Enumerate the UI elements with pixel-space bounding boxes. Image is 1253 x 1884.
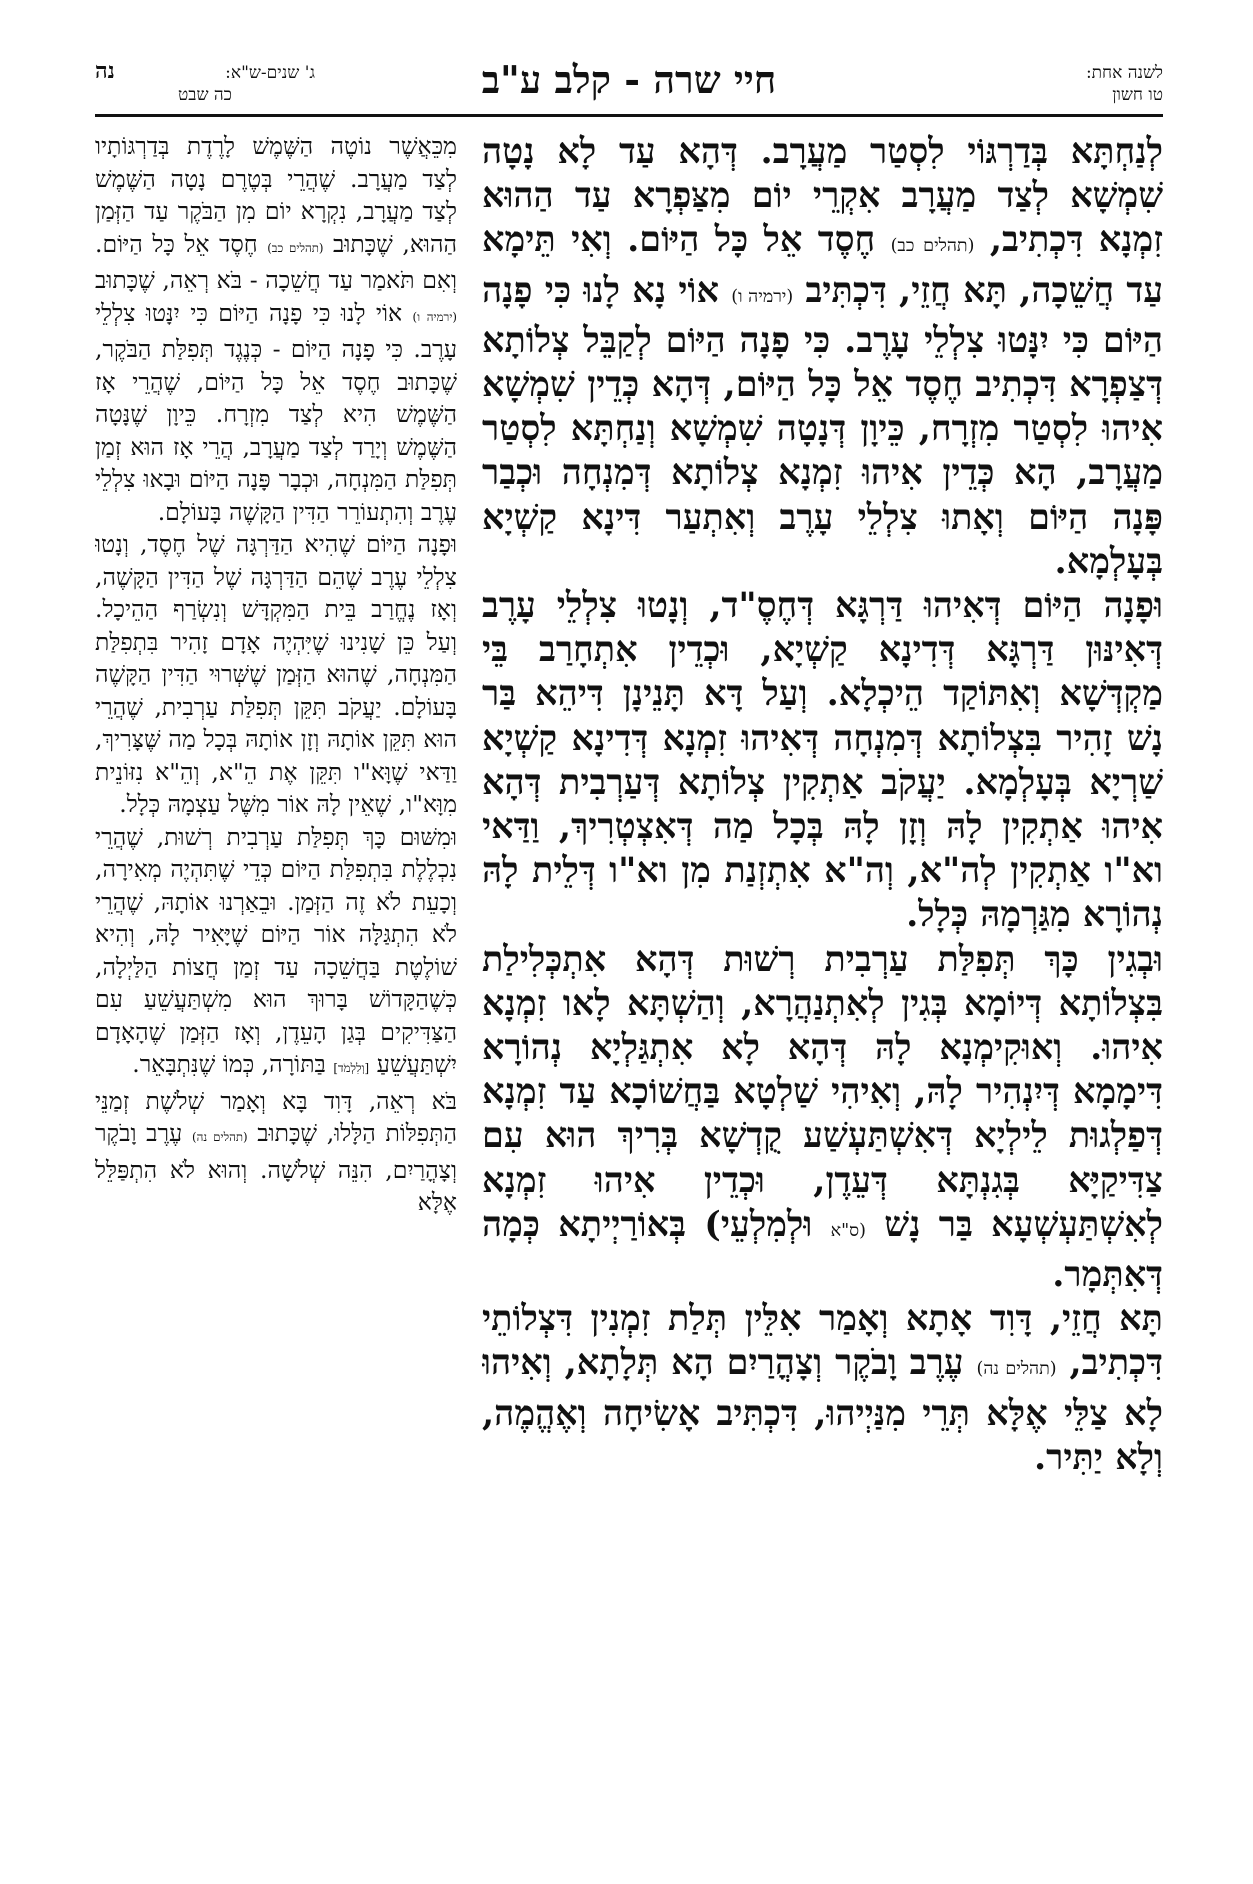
variant-reading-note: (ס"א [830,1220,866,1241]
main-paragraph [482,584,1163,938]
main-text-segment: וּלְמִלְעֵי) בְּאוֹרַיְיתָא כְּמָה דְּאִתְּמָר. [482,1203,1163,1296]
main-paragraph [482,938,1163,1298]
side-text-segment: חֶסֶד אֵל כָּל הַיּוֹם. וְאִם תֹּאמַר עַד חֲשֵׁכָה - בֹּא רְאֵה, שֶׁכָּתוּב [95,229,457,294]
scripture-reference: (תהלים נה) [192,1130,248,1144]
page-title: חיי שרה - קלב ע"ב [481,57,777,102]
side-paragraph [95,821,457,1085]
editorial-addition: [וְלִלְמֹד] [333,1061,370,1075]
side-paragraph [95,528,457,821]
one-year-label: לשנה אחת: [1085,63,1163,83]
main-paragraph [482,130,1163,584]
scripture-reference: (תהלים כב) [267,240,324,255]
scripture-reference: (תהלים כב) [890,236,975,257]
scripture-reference: (ירמיה ו) [412,309,457,324]
study-schedule-three-year [95,60,315,106]
main-text-segment: אוֹי נָא לָנוּ כִּי פָנָה הַיּוֹם כִּי יִנָּטוּ צִלְלֵי עָרֶב. כִּי פָנָה הַיּוֹם לְקַבֵּל צְלוֹתָא דְּצַפְרָא דִּכְתִיב חֶסֶד אֵל כָּל הַיּוֹם, דְּהָא כְּדֵין שִׁמְשָׁא אִיהוּ לִסְטַר מִזְרָח, כֵּיוָן דְּנָטָה שִׁמְשָׁא וְנַחְתָּא לִסְטַר מַעֲרָב, הָא כְּדֵין אִיהוּ זִמְנָא צְלוֹתָא דְּמִנְחָה וּכְבַר פָּנָה הַיּוֹם וְאָתוּ צִלְלֵי עָרֶב וְאִתְעַר דִּינָא קַשְׁיָא בְּעָלְמָא. [482,269,1163,582]
three-year-label: ג' שנים-ש"א: [225,63,315,83]
main-text-segment: עֶרֶב וָבֹקֶר וְצָהֳרַיִם הָא תְּלָתָא, וְאִיהוּ לָא צַלֵּי אֶלָּא תְּרֵי מִנַּיְיהוּ, דִּכְתִּיב אָשִׂיחָה וְאֶהֱמֶה, וְלָא יַתִּיר. [482,1342,1163,1478]
three-year-date: כה שבט [178,85,232,105]
side-text-segment: בַּתּוֹרָה, כְּמוֹ שֶׁנִּתְבָּאֵר. [132,1050,326,1078]
side-text-segment: וּפָנָה הַיּוֹם שֶׁהִיא הַדַּרְגָּה שֶׁל חֶסֶד, וְנָטוּ צִלְלֵי עֶרֶב שֶׁהֵם הַדַּרְגָּה שֶׁל הַדִּין הַקָּשֶׁה, וְאָז נֶחֱרַב בֵּית הַמִּקְדָּשׁ וְנִשְׂרַף הַהֵיכָל. וְעַל כֵּן שָׁנִינוּ שֶׁיִּהְיֶה אָדָם זָהִיר בִּתְפִלַּת הַמִּנְחָה, שֶׁהוּא הַזְּמַן שֶׁשְּׁרוּי הַדִּין הַקָּשֶׁה בָּעוֹלָם. יַעֲקֹב תִּקֵּן תְּפִלַּת עַרְבִית, שֶׁהֲרֵי הוּא תִּקֵּן אוֹתָהּ וְזָן אוֹתָהּ בְּכָל מַה שֶּׁצָּרִיךְ, וַדַּאי שֶׁוָּא"ו תִּקֵּן אֶת הֵ"א, וְהֵ"א נִזּוֹנֵית מִוָּא"ו, שֶׁאֵין לָהּ אוֹר מִשֶּׁל עַצְמָהּ כְּלָל. [95,530,457,818]
side-column-hebrew-translation [95,130,457,1835]
side-text-segment: עֶרֶב וָבֹקֶר וְצָהֳרַיִם, הִנֵּה שְׁלֹשָׁה. וְהוּא לֹא הִתְפַּלֵּל אֶלָּא [95,1119,457,1216]
side-text-segment: אוֹי לָנוּ כִּי פָנָה הַיּוֹם כִּי יִנָּטוּ צִלְלֵי עָרֶב. כִּי פָנָה הַיּוֹם - כְּנֶגֶד תְּפִלַּת הַבֹּקֶר, שֶׁכָּתוּב חֶסֶד אֵל כָּל הַיּוֹם, שֶׁהֲרֵי אָז הַשֶּׁמֶשׁ הִיא לְצַד מִזְרָח. כֵּיוָן שֶׁנָּטָה הַשֶּׁמֶשׁ וְיָרַד לְצַד מַעֲרָב, הֲרֵי אָז הוּא זְמַן תְּפִלַּת הַמִּנְחָה, וּכְבָר פָּנָה הַיּוֹם וּבָאוּ צִלְלֵי עֶרֶב וְהִתְעוֹרֵר הַדִּין הַקָּשֶׁה בָּעוֹלָם. [95,298,457,526]
scripture-reference: (תהלים נה) [976,1359,1057,1380]
side-paragraph [95,1085,457,1219]
side-text-segment: בֹּא רְאֵה, דָּוִד בָּא וְאָמַר שְׁלֹשֶׁת זְמַנֵּי הַתְּפִלּוֹת הַלָּלוּ, שֶׁכָּתוּב [95,1086,457,1147]
header-rule [95,114,1163,117]
one-year-date: טו חשון [1112,85,1163,105]
side-paragraph [95,130,457,528]
side-text-segment: מִכֵּאֲשֶׁר נוֹטֶה הַשֶּׁמֶשׁ לָרֶדֶת בְּדַרְגּוֹתָיו לְצַד מַעֲרָב. שֶׁהֲרֵי בְּטֶרֶם נָטָה הַשֶּׁמֶשׁ לְצַד מַעֲרָב, נִקְרָא יוֹם מִן הַבֹּקֶר עַד הַזְּמַן הַהוּא, שֶׁכָּתוּב [95,132,457,258]
main-text-segment: לְנַחְתָּא בְּדַרְגּוֹי לִסְטַר מַעֲרָב. דְּהָא עַד לָא נָטָה שִׁמְשָׁא לְצַד מַעֲרָב אִקְרֵי יוֹם מִצַּפְרָא עַד הַהוּא זִמְנָא דִּכְתִיב, [482,131,1163,261]
main-text-segment: וּפָנָה הַיּוֹם דְּאִיהוּ דַּרְגָּא דְּחֶסֶ"ד, וְנָטוּ צִלְלֵי עָרֶב דְּאִינּוּן דַּרְגָּא דְּדִינָא קַשְׁיָא, וּכְדֵין אִתְחָרַב בֵּי מַקְדְּשָׁא וְאִתּוֹקַד הֵיכְלָא. וְעַל דָּא תָּנֵינָן דִּיהֵא בַּר נָשׁ זָהִיר בִּצְלוֹתָא דְּמִנְחָה דְּאִיהוּ זִמְנָא דְּדִינָא קַשְׁיָא שַׁרְיָא בְּעָלְמָא. יַעֲקֹב אַתְקִין צְלוֹתָא דְּעַרְבִית דְּהָא אִיהוּ אַתְקִין לָהּ וְזָן לָהּ בְּכָל מַה דְּאִצְטְרִיךְ, וַדַּאי וא"ו אַתְקִין לְה"א, וְה"א אִתְזְנַת מִן וא"ו דְּלֵית לָהּ נְהוֹרָא מִגַּרְמָהּ כְּלָל. [482,585,1163,936]
main-column-aramaic [482,130,1163,1835]
page-header [95,56,1163,114]
side-text-segment: וּמִשּׁוּם כָּךְ תְּפִלַּת עַרְבִית רְשׁוּת, שֶׁהֲרֵי נִכְלֶלֶת בִּתְפִלַּת הַיּוֹם כְּדֵי שֶׁתִּהְיֶה מְאִירָה, וְכָעֵת לֹא זֶה הַזְּמַן. וּבֵאַרְנוּ אוֹתָהּ, שֶׁהֲרֵי לֹא הִתְגַּלָּה אוֹר הַיּוֹם שֶׁיָּאִיר לָהּ, וְהִיא שׁוֹלֶטֶת בַּחֲשֵׁכָה עַד זְמַן חֲצוֹת הַלַּיְלָה, כְּשֶׁהַקָּדוֹשׁ בָּרוּךְ הוּא מִשְׁתַּעֲשֵׁעַ עִם הַצַּדִּיקִים בְּגַן הָעֵדֶן, וְאָז הַזְּמַן שֶׁהָאָדָם יִשְׁתַּעֲשֵׁעַ [95,822,457,1078]
page-number: נה [95,58,115,84]
main-text-segment: תָּא חֲזֵי, דָּוִד אָתָא וְאָמַר אִלֵּין תְּלַת זִמְנִין דִּצְלוֹתֵי דִּכְתִיב, [482,1298,1163,1384]
scripture-reference: (ירמיה ו) [731,286,794,307]
main-paragraph [482,1297,1163,1480]
main-text-segment: חֶסֶד אֵל כָּל הַיּוֹם. וְאִי תֵּימָא עַד חֲשֵׁכָה, תָּא חֲזֵי, דִּכְתִּיב [482,219,1163,311]
main-text-segment: וּבְגִין כָּךְ תְּפִלַּת עַרְבִית רְשׁוּת דְּהָא אִתְכְּלִילַת בִּצְלוֹתָא דְּיוֹמָא בְּגִין לְאִתְנַהֲרָא, וְהַשְׁתָּא לָאו זִמְנָא אִיהוּ. וְאוּקִימְנָא לָהּ דְּהָא לָא אִתְגַּלְיָא נְהוֹרָא דִּימָמָא דְּיִנְהִיר לָהּ, וְאִיהִי שַׁלְטָא בַּחֲשׁוֹכָא עַד זִמְנָא דְּפַלְגוּת לֵילְיָא דְּאִשְׁתַּעְשַׁע קֻדְשָׁא בְּרִיךְ הוּא עִם צַדִּיקַיָּא בְּגִנְתָּא דְּעֵדֶן, וּכְדֵין אִיהוּ זִמְנָא לְאִשְׁתַּעְשְׁעָא בַּר נָשׁ [482,938,1163,1245]
